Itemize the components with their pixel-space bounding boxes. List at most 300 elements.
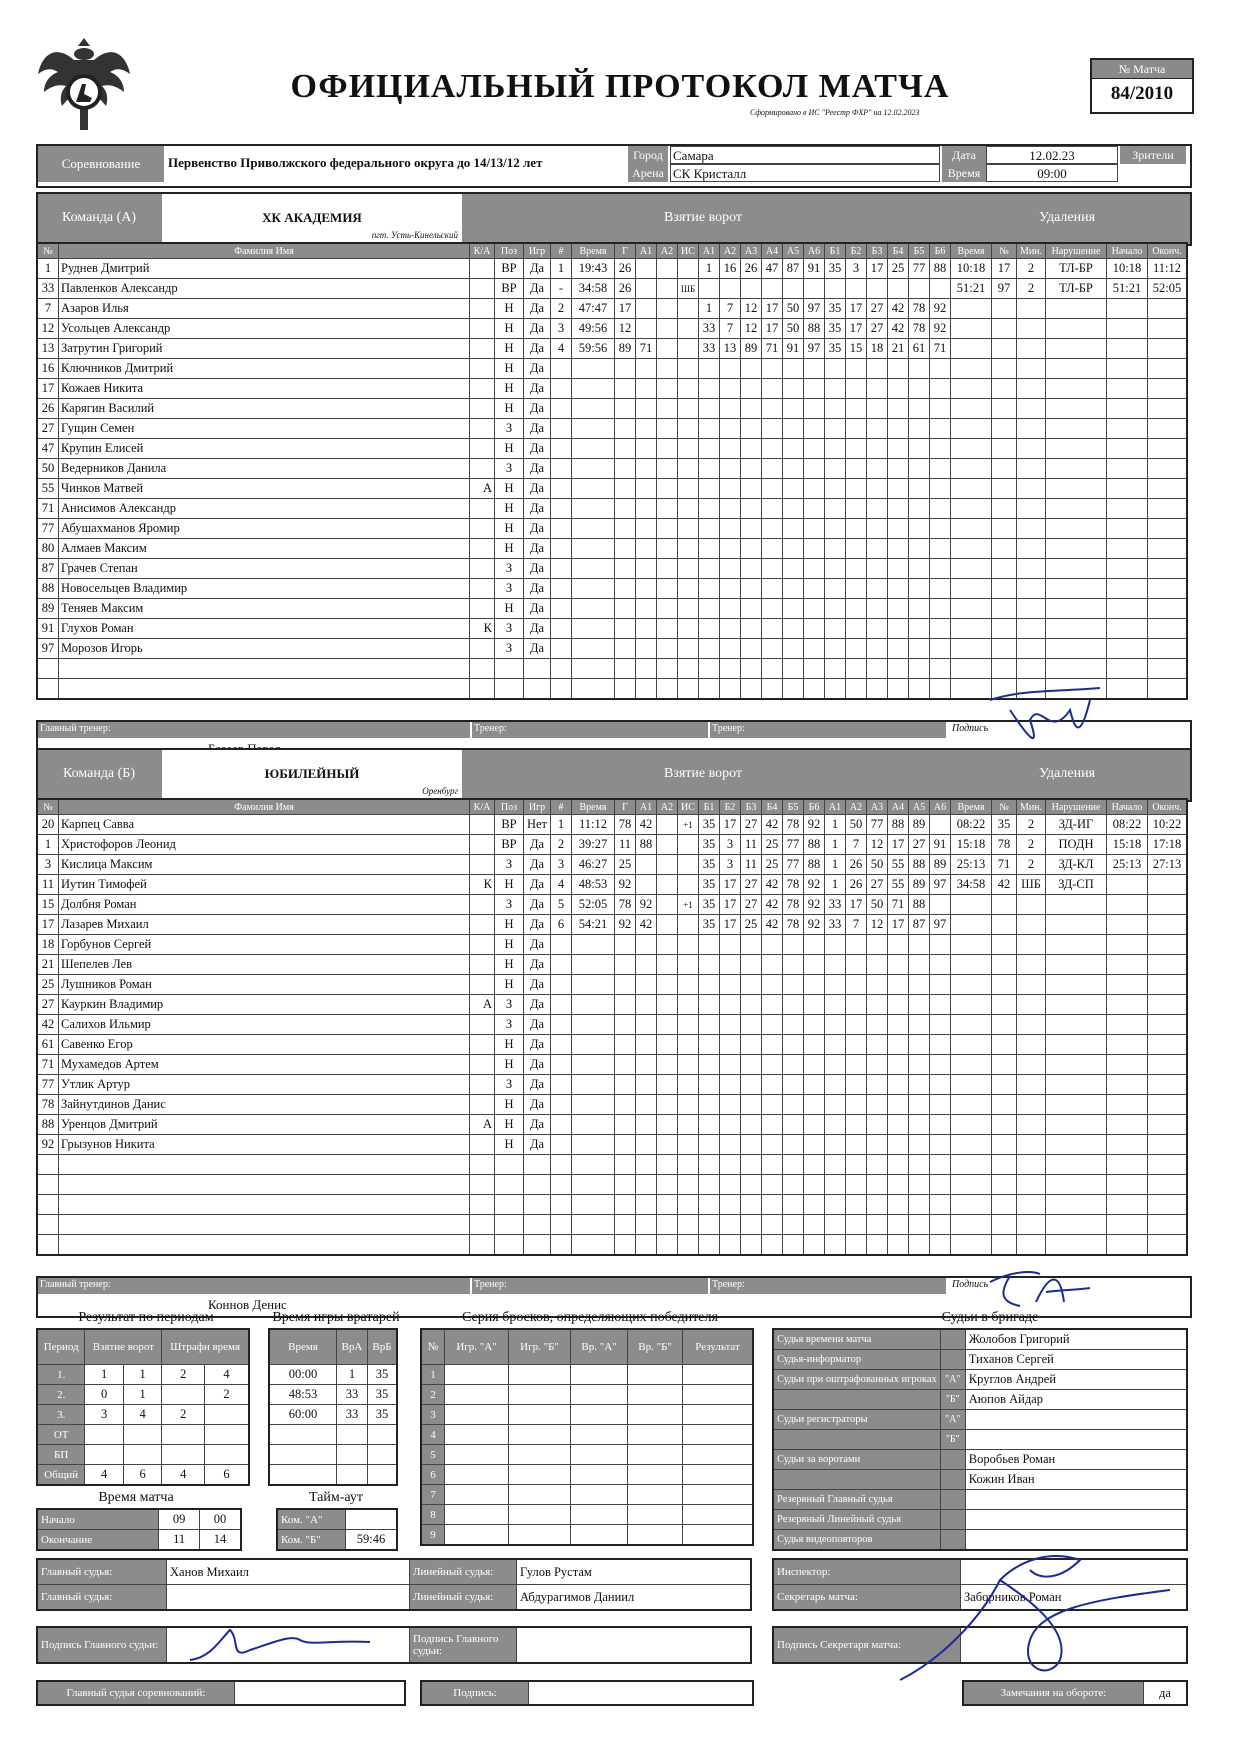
team_a-goal-header-12: Б1 [825,243,846,259]
team_a-goal-cell [741,679,762,700]
team_a-goal-cell [888,639,909,659]
shootout-cell [683,1365,753,1385]
team_a-goal-cell [657,499,678,519]
team_b-player-play: Да [524,895,551,915]
team_a-goal-cell [909,519,930,539]
team_b-row [37,1175,1187,1195]
team_b-penalty-cell: 27:13 [1148,855,1188,875]
team_b-goal-cell [720,1235,741,1256]
team_a-goal-cell [699,659,720,679]
team_b-goal-cell [741,1015,762,1035]
team_b-player-n: 77 [37,1075,59,1095]
team_b-goal-cell [678,1015,699,1035]
shootout-cell [628,1465,683,1485]
team_a-goal-cell [636,379,657,399]
competition-referee-label: Главный судья соревнований: [37,1681,235,1705]
team_a-goal-cell [657,619,678,639]
team_a-player-name: Ключников Дмитрий [59,359,470,379]
team_a-penalty-cell [1046,499,1107,519]
team_b-goal-cell: 27 [741,875,762,895]
team_a-goal-cell [867,439,888,459]
team_b-goal-cell [846,935,867,955]
team_b-goal-cell: 50 [846,815,867,835]
team_b-player-n: 15 [37,895,59,915]
team_b-penalty-cell: 71 [992,855,1017,875]
team_b-goal-cell [909,1195,930,1215]
team_a-goal-cell: 12 [615,319,636,339]
team_a-city: пгт. Усть-Кинельский [371,230,458,240]
team_b-goal-header-8: Б3 [741,799,762,815]
period-value [123,1445,162,1465]
team_b-penalty-cell [1107,1035,1148,1055]
team_b-player-n [37,1215,59,1235]
team_b-goal-cell [909,955,930,975]
team_b-goal-cell [783,1015,804,1035]
team_b-player-name: Кислица Максим [59,855,470,875]
team_b-goal-cell [657,1075,678,1095]
team_b-penalty-cell [992,955,1017,975]
team_a-goal-cell: 17 [762,299,783,319]
shootout-cell [509,1485,571,1505]
team_b-goal-cell [909,1155,930,1175]
team_a-player-pos: Н [495,319,524,339]
team_b-goal-cell [846,1215,867,1235]
team_b-player-ka [470,955,495,975]
team_a-row [37,639,1187,659]
team_a-goal-cell [762,279,783,299]
team_b-main-coach: Коннов Денис [208,1297,287,1312]
team_a-goal-cell [804,439,825,459]
team_a-goal-cell [657,259,678,279]
team_a-goal-header-4: А2 [657,243,678,259]
gk-time-col-header: Время [269,1329,337,1365]
team_b-goal-cell: 88 [804,855,825,875]
team_a-goal-cell: 92 [930,299,951,319]
team_b-goal-cell [741,1075,762,1095]
team_a-goal-cell [783,579,804,599]
team_a-goal-cell [888,439,909,459]
shootout-row-number: 7 [421,1485,445,1505]
team_b-goal-cell [636,1175,657,1195]
team_b-roster-header-2: К/А [470,799,495,815]
team_a-goal-cell [699,279,720,299]
team_b-penalty-cell: ЗД-КЛ [1046,855,1107,875]
team_b-goal-cell [867,1035,888,1055]
referees-table [772,1328,1188,1551]
shootout-row-number: 5 [421,1445,445,1465]
team_b-goal-cell: 33 [825,915,846,935]
team_b-goal-cell: 39:27 [572,835,615,855]
team_b-penalty-cell [951,1075,992,1095]
team_a-row [37,559,1187,579]
team_a-goal-cell [846,579,867,599]
team_b-goal-cell: 17 [846,895,867,915]
main-referee-signature-label: Подпись Главного судьи: [37,1627,167,1663]
team_a-goal-cell [699,479,720,499]
team_b-player-name: Карпец Савва [59,815,470,835]
team_b-penalty-cell [1046,895,1107,915]
team_a-player-n: 89 [37,599,59,619]
team_b-penalty-cell: 15:18 [1107,835,1148,855]
shootout-cell [683,1505,753,1525]
team_a-penalty-cell [951,399,992,419]
team_a-goal-cell [825,419,846,439]
referee-tag [940,1450,965,1470]
team_b-goal-cell [825,1115,846,1135]
team_b-goal-cell [867,935,888,955]
team_b-penalty-cell [951,975,992,995]
team_b-player-ka [470,835,495,855]
team_a-player-name: Грачев Степан [59,559,470,579]
team_b-goal-cell: 92 [804,815,825,835]
periods-table [36,1328,250,1486]
shootout-cell [683,1525,753,1546]
team_a-penalty-cell [1107,539,1148,559]
team_a-row [37,379,1187,399]
period-value: 2 [162,1405,205,1425]
team_a-goal-cell [909,659,930,679]
team_a-player-n: 26 [37,399,59,419]
competition-label: Соревнование [38,146,164,182]
team_a-penalty-cell [1017,599,1046,619]
team_a-goal-cell [678,679,699,700]
team_b-goal-cell [615,1235,636,1256]
team_b-player-name: Долбня Роман [59,895,470,915]
team_a-penalty-cell [951,459,992,479]
shootout-cell [628,1405,683,1425]
team_a-player-ka [470,639,495,659]
team_a-player-pos: Н [495,499,524,519]
referee-name: Круглов Андрей [965,1370,1187,1390]
team_a-goal-cell [678,359,699,379]
team_a-goal-cell: 91 [804,259,825,279]
team_b-goal-cell [867,1015,888,1035]
team_b-goal-cell [846,1095,867,1115]
team_a-goal-cell [909,499,930,519]
team_a-goal-cell [657,559,678,579]
team_a-goal-cell: 78 [909,299,930,319]
gk-time-title: Время игры вратарей [272,1310,400,1325]
team_b-penalty-cell [992,1015,1017,1035]
team_a-row [37,479,1187,499]
team_b-penalty-cell [1148,1215,1188,1235]
team_b-player-pos: Н [495,1095,524,1115]
team_b-penalty-cell [1017,1135,1046,1155]
shootout-cell [570,1425,627,1445]
shootout-col-header: Результат [683,1329,753,1365]
team_a-goal-header-7: А2 [720,243,741,259]
team_a-player-n [37,659,59,679]
shootout-cell [628,1365,683,1385]
team_a-penalty-cell [1107,319,1148,339]
team_b-goal-cell [636,975,657,995]
team_a-penalty-cell [951,379,992,399]
team_b-goal-cell [783,1095,804,1115]
team_a-goal-cell [846,679,867,700]
referee-row [773,1470,1187,1490]
team_b-player-pos: Н [495,955,524,975]
period-value: 4 [123,1405,162,1425]
team_a-goal-cell: 47:47 [572,299,615,319]
team_b-goal-cell [825,1175,846,1195]
period-row [37,1365,249,1385]
team_a-goal-cell [678,499,699,519]
team_a-roster-header-1: Фамилия Имя [59,243,470,259]
team_a-goal-cell [572,379,615,399]
team_a-goal-cell [846,499,867,519]
team_a-penalty-cell: 51:21 [1107,279,1148,299]
period-value [85,1425,124,1445]
team_b-roster-header-0: № [37,799,59,815]
team_b-player-pos [495,1195,524,1215]
team_b-goal-cell [867,1195,888,1215]
spectators-label: Зрители [1120,146,1186,164]
team_a-player-n: 13 [37,339,59,359]
linesman-1: Гулов Рустам [517,1559,752,1585]
team_b-goal-cell: 11:12 [572,815,615,835]
team_a-goal-cell [888,619,909,639]
shootout-row-number: 9 [421,1525,445,1546]
period-value: 1 [123,1365,162,1385]
team_b-penalty-cell [1046,1115,1107,1135]
team_b-goal-cell: 42 [762,895,783,915]
shootout-cell [570,1385,627,1405]
team_a-goal-header-5: ИС [678,243,699,259]
team_b-goal-header-9: Б4 [762,799,783,815]
team_a-goal-cell [741,599,762,619]
team_a-goal-cell: 25 [888,259,909,279]
team_b-goal-cell [572,995,615,1015]
team_b-goal-cell [930,955,951,975]
team_a-penalty-cell [992,579,1017,599]
team_b-goals-title: Взятие ворот [663,766,743,781]
team_b-goal-cell [909,1235,930,1256]
shootout-row [421,1405,753,1425]
team_b-player-play: Да [524,835,551,855]
team_b-goal-cell [741,1195,762,1215]
referee-row [773,1390,1187,1410]
team_a-roster-header-4: Игр [524,243,551,259]
team_b-goal-cell [909,1095,930,1115]
time-value: 09:00 [986,164,1118,182]
team_a-penalty-cell [1046,599,1107,619]
team_a-penalty-cell: 2 [1017,259,1046,279]
team_b-player-ka [470,855,495,875]
team_a-pen-header-0: Время [951,243,992,259]
team_a-player-pos: З [495,419,524,439]
team_b-goal-cell [825,1235,846,1256]
team_a-goal-cell [678,619,699,639]
team_a-player-play: Да [524,539,551,559]
team_a-goal-cell [720,399,741,419]
team_b-goal-cell [909,935,930,955]
team_b-player-play: Да [524,1095,551,1115]
team_a-goal-cell [825,559,846,579]
team_b-penalty-cell [1107,1235,1148,1256]
team_a-penalty-cell [1107,419,1148,439]
team_a-goal-cell [551,519,572,539]
team_a-player-n: 16 [37,359,59,379]
team_a-goal-cell [678,659,699,679]
referee-row [773,1370,1187,1390]
gk-time-row [269,1405,397,1425]
shootout-cell [445,1445,509,1465]
team_b-goal-cell [930,815,951,835]
team_a-pen-header-1: № [992,243,1017,259]
team_b-player-name: Уренцов Дмитрий [59,1115,470,1135]
team_b-goal-cell [888,1155,909,1175]
team_a-player-ka [470,579,495,599]
team_a-player-play: Да [524,399,551,419]
team_b-player-n: 3 [37,855,59,875]
team_a-penalty-cell: 97 [992,279,1017,299]
team_a-goal-cell: 17 [867,259,888,279]
team_a-goal-cell [762,559,783,579]
team_b-goal-cell [783,1055,804,1075]
team_b-penalty-cell [1107,915,1148,935]
team_a-player-name: Чинков Матвей [59,479,470,499]
team_a-goal-cell [657,299,678,319]
team_b-goal-cell: 92 [804,875,825,895]
team_b-penalty-cell: 25:13 [951,855,992,875]
team_b-goal-cell [804,1135,825,1155]
team_b-penalty-cell [951,1195,992,1215]
team_b-goal-cell: 26 [846,875,867,895]
team_a-goal-cell [888,579,909,599]
team_b-goal-cell: 12 [867,835,888,855]
team_b-goal-cell [804,1095,825,1115]
secretary-signature-label: Подпись Секретаря матча: [773,1627,961,1663]
team_b-goal-cell [867,1155,888,1175]
team_a-penalty-cell [1046,399,1107,419]
team_b-player-name [59,1235,470,1256]
team_a-penalty-cell [1148,619,1188,639]
team_b-player-ka [470,1215,495,1235]
team_a-goal-cell [678,399,699,419]
team_a-player-ka: А [470,479,495,499]
team_a-goal-cell [825,479,846,499]
team_a-penalty-cell [1148,339,1188,359]
team_a-goal-header-13: Б2 [846,243,867,259]
team_b-goal-cell [657,1115,678,1135]
team_a-goal-cell [551,479,572,499]
team_a-player-name: Теняев Максим [59,599,470,619]
generated-note: Сформировано в ИС "Реестр ФХР" на 12.02.2023 [750,108,920,117]
team_a-goal-cell [930,459,951,479]
team_a-player-pos: З [495,639,524,659]
team_a-row [37,339,1187,359]
team_b-row [37,895,1187,915]
team_b-penalty-cell [992,1055,1017,1075]
team_b-penalty-cell [1107,1055,1148,1075]
period-value [162,1445,205,1465]
team_b-goal-cell [636,1035,657,1055]
team_b-row [37,1235,1187,1256]
team_a-goal-cell [699,619,720,639]
referee-row [773,1430,1187,1450]
team_a-goal-cell: 26 [741,259,762,279]
team_a-goal-cell [572,599,615,619]
team_b-goal-cell [678,915,699,935]
team_a-player-name: Усольцев Александр [59,319,470,339]
team_b-goal-cell [804,995,825,1015]
team_b-goal-cell [741,995,762,1015]
team_a-row [37,459,1187,479]
team_b-player-name: Иутин Тимофей [59,875,470,895]
team_a-goal-cell [657,579,678,599]
team_b-roster-table [36,798,1188,1256]
team_a-goal-cell: 33 [699,339,720,359]
team_b-player-ka [470,1155,495,1175]
team_a-penalty-cell [1148,379,1188,399]
team_a-goal-cell [741,419,762,439]
team_a-goal-cell: 7 [720,299,741,319]
team_b-goal-cell [657,1175,678,1195]
team_b-goal-cell [783,935,804,955]
team_a-goal-cell [762,599,783,619]
team_b-player-pos [495,1155,524,1175]
referee-tag [940,1350,965,1370]
team_a-row [37,259,1187,279]
team_a-goal-cell [888,659,909,679]
team_a-player-ka [470,279,495,299]
team_a-goal-cell [783,519,804,539]
team_a-goal-cell [699,539,720,559]
team_a-goal-cell [551,619,572,639]
team_a-goal-cell [699,639,720,659]
team_a-goal-cell [615,459,636,479]
shootout-cell [628,1505,683,1525]
gk-time-cell [269,1445,337,1465]
team_b-penalty-cell [1107,1015,1148,1035]
team_a-goal-cell [846,519,867,539]
team_a-goal-cell [804,459,825,479]
team_b-goal-cell [846,1235,867,1256]
team_a-goal-cell [783,279,804,299]
team_a-goal-cell [762,379,783,399]
referee-role: Судьи за воротами [773,1450,940,1470]
team_a-penalty-cell [1107,379,1148,399]
team_b-goal-cell: 25 [762,835,783,855]
team_b-goal-cell [551,1075,572,1095]
team_a-player-n: 71 [37,499,59,519]
team_a-goal-cell [699,419,720,439]
team_a-penalty-cell [992,359,1017,379]
team_b-goal-cell [909,975,930,995]
team_b-penalty-cell [951,935,992,955]
team_a-player-play: Да [524,559,551,579]
team_b-goal-cell [888,1015,909,1035]
team_a-penalty-cell: ТЛ-БР [1046,279,1107,299]
team_a-player-play: Да [524,299,551,319]
team_a-goal-cell [741,639,762,659]
team_b-goal-cell [909,1055,930,1075]
team_a-goal-cell [615,419,636,439]
team_b-goal-cell [678,1095,699,1115]
team_a-goal-cell [909,559,930,579]
team_a-player-play: Да [524,499,551,519]
team_b-player-n [37,1235,59,1256]
referee-tag: "А" [940,1370,965,1390]
team_a-player-pos: Н [495,379,524,399]
team_b-goal-cell [572,1135,615,1155]
team_a-player-n: 80 [37,539,59,559]
team_b-penalty-cell [1148,1095,1188,1115]
period-label: БП [37,1445,85,1465]
team_b-goal-cell [762,995,783,1015]
team_a-goal-cell [783,559,804,579]
team_a-goal-cell [867,379,888,399]
